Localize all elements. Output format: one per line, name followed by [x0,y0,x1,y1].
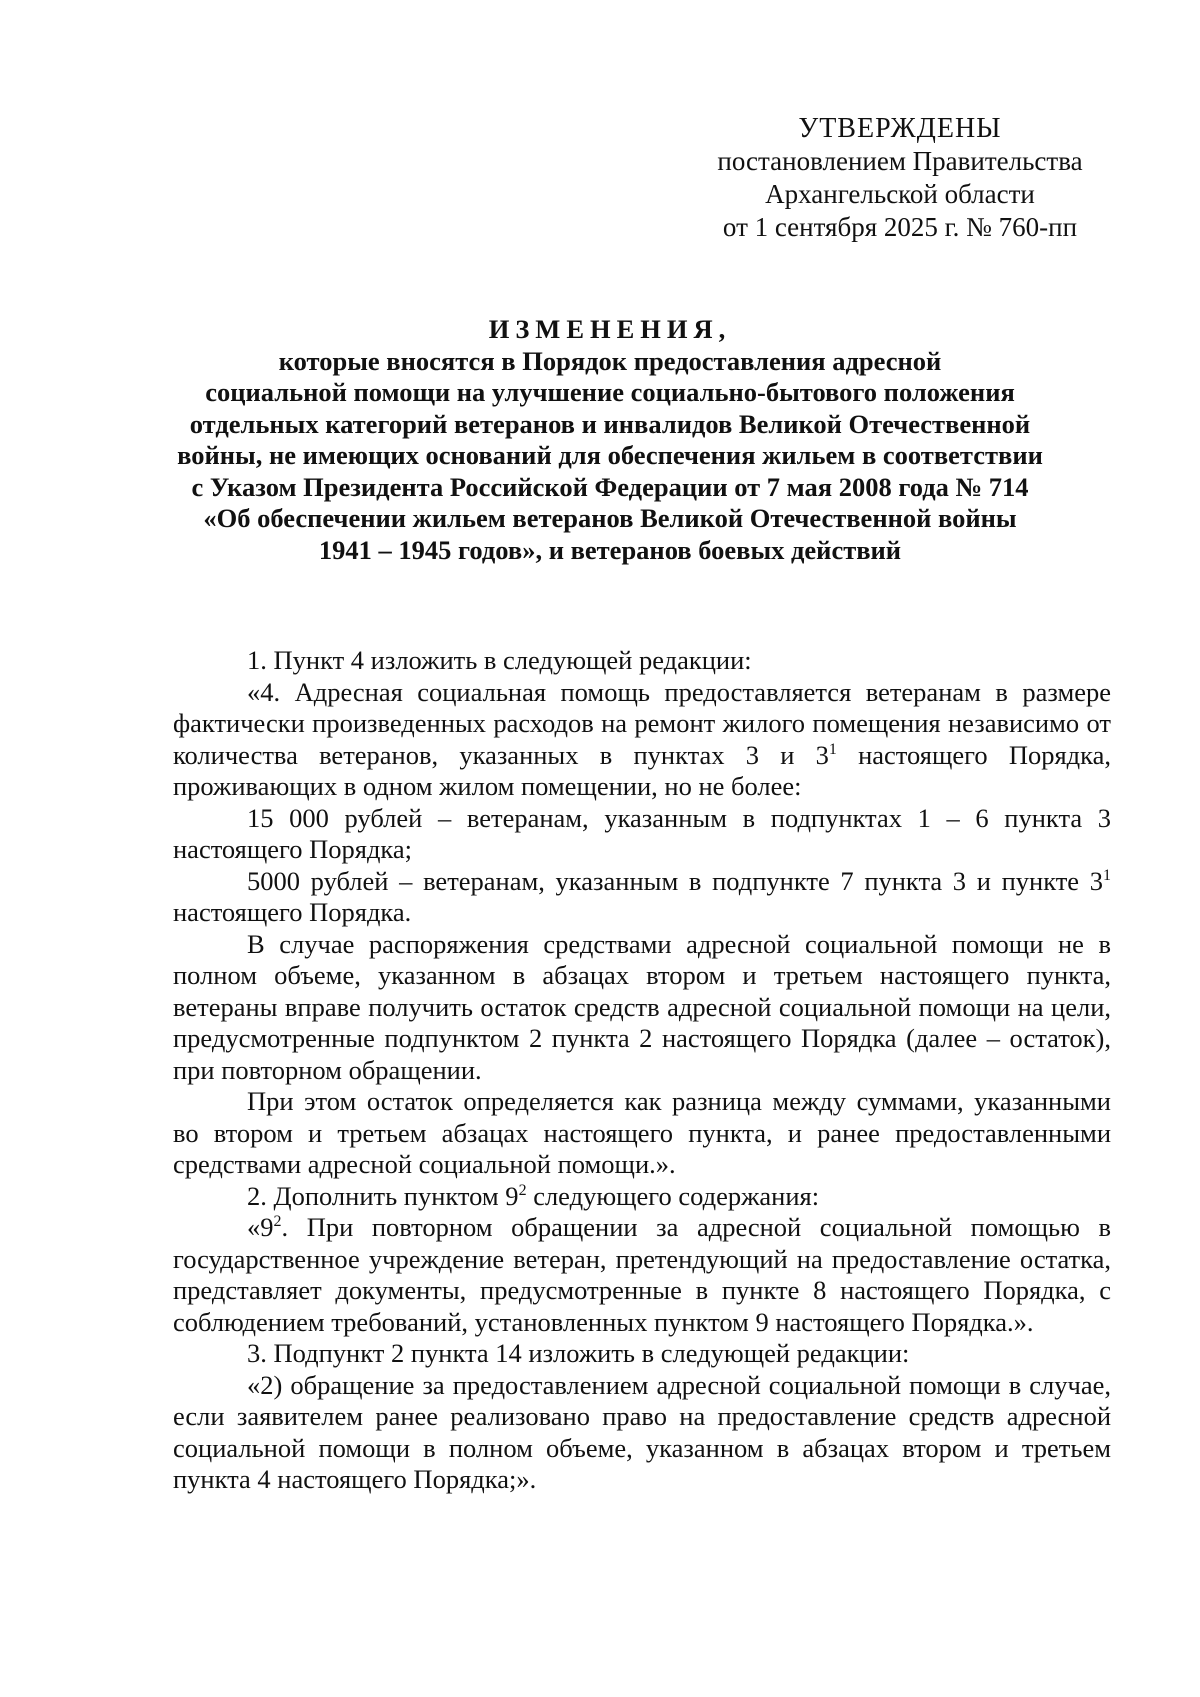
paragraph-text: . При повторном обращении за адресной социальной помощью в государственное учреждение ветеран, претендующий на предоставление остатка, представляет документы, предусмотренные в пункте 8 настоящего Порядка, с соблюдением требований, установленных пунктом 9 настоящего Порядка.». [173,1212,1111,1337]
paragraph-remainder-calc: При этом остаток определяется как разница между суммами, указанными во втором и третьем абзацах настоящего пункта, и ранее предоставленными средствами адресной социальной помощи.». [173,1086,1111,1179]
superscript: 1 [1103,866,1111,884]
superscript: 2 [273,1213,282,1230]
document-title [150,314,1070,566]
paragraph-amount-5000 [173,866,1111,929]
paragraph-subpoint-2: «2) обращение за предоставлением адресной социальной помощи в случае, если заявителем ранее реализовано право на предоставление средств адресной социальной помощи в полном объеме, указанном в абзацах втором и третьем пункта 4 настоящего Порядка;». [173,1369,1111,1494]
paragraph-text: «9 [247,1212,274,1242]
approval-line-2: Архангельской области [765,179,1035,209]
title-heading: ИЗМЕНЕНИЯ, [488,314,732,344]
document-body [173,645,1111,1496]
title-line: отдельных категорий ветеранов и инвалидов Великой Отечественной [189,408,1031,439]
superscript: 2 [518,1181,527,1199]
paragraph-text: 5000 рублей – ветеранам, указанным в подпункте 7 пункта 3 и пункте 3 [247,865,1103,896]
approval-stamp [680,112,1120,244]
paragraph-item-3: 3. Подпункт 2 пункта 14 изложить в следующей редакции: [247,1338,910,1368]
paragraph-point-4 [173,677,1111,803]
approval-heading: УТВЕРЖДЕНЫ [798,113,1002,144]
paragraph-text: «4. Адресная социальная помощь предоставляется ветеранам в размере фактически произведенных расходов на ремонт жилого помещения независимо от количества ветеранов, указанных в пунктах 3 и 3 [173,676,1111,770]
paragraph-item-1: 1. Пункт 4 изложить в следующей редакции: [247,645,752,675]
title-line: 1941 – 1945 годов», и ветеранов боевых действий [318,534,902,565]
title-line: социальной помощи на улучшение социально-бытового положения [205,377,1015,407]
paragraph-amount-15000: 15 000 рублей – ветеранам, указанным в подпунктах 1 – 6 пункта 3 настоящего Порядка; [173,802,1111,864]
title-line: с Указом Президента Российской Федерации от 7 мая 2008 года № 714 [191,471,1029,502]
paragraph-item-2 [173,1181,1111,1213]
paragraph-text: настоящего Порядка, проживающих в одном жилом помещении, но не более: [173,739,1111,801]
title-line: которые вносятся в Порядок предоставления адресной [278,345,942,376]
approval-line-1: постановлением Правительства [717,146,1083,176]
approval-line-3: от 1 сентября 2025 г. № 760-пп [722,212,1078,242]
title-line: войны, не имеющих оснований для обеспечения жильем в соответствии [177,440,1043,470]
title-line: «Об обеспечении жильем ветеранов Великой Отечественной войны [203,503,1017,533]
paragraph-text: 2. Дополнить пунктом 9 [247,1180,519,1211]
paragraph-text: следующего содержания: [526,1180,820,1211]
paragraph-point-9-2 [173,1212,1111,1338]
paragraph-remainder: В случае распоряжения средствами адресной социальной помощи не в полном объеме, указанном в абзацах втором и третьем настоящего пункта, ветераны вправе получить остаток средств адресной социальной помощи на цели, предусмотренные подпунктом 2 пункта 2 настоящего Порядка (далее – остаток), при повторном обращении. [173,928,1111,1085]
superscript: 1 [828,740,837,758]
paragraph-text: настоящего Порядка. [173,897,412,927]
